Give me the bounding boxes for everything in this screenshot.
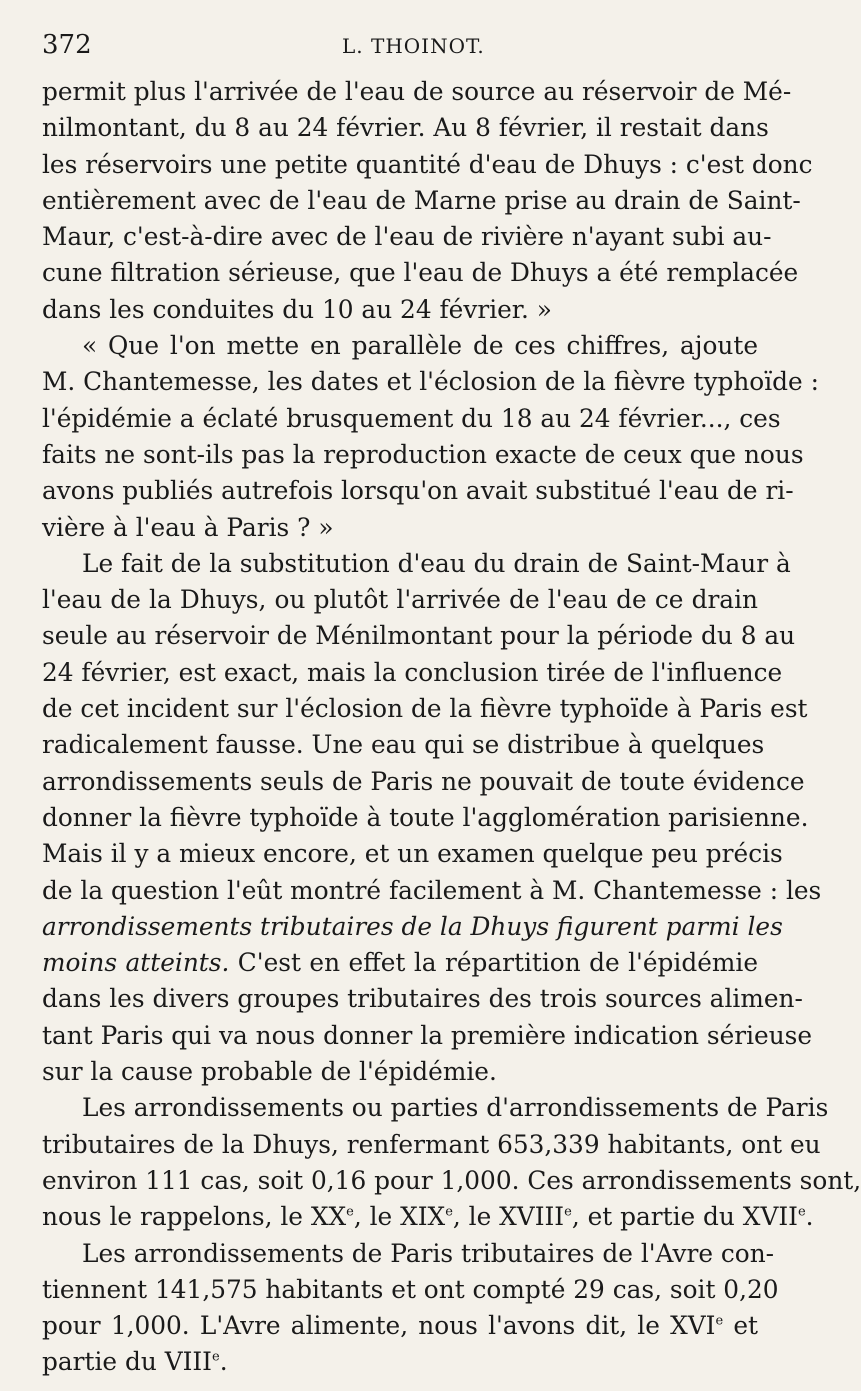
text-line: environ 111 cas, soit 0,16 pour 1,000. Ces arrondissements sont,: [42, 1165, 861, 1195]
superscript: e: [797, 1204, 806, 1220]
text-span: partie du VIII: [42, 1347, 212, 1377]
page-number: 372: [42, 30, 92, 60]
text-line: dans les conduites du 10 au 24 février. »: [42, 294, 552, 324]
superscript: e: [715, 1313, 724, 1329]
superscript: e: [564, 1204, 572, 1220]
text-line: 24 février, est exact, mais la conclusion tirée de l'influence: [42, 657, 783, 687]
text-line: les réservoirs une petite quantité d'eau de Dhuys : c'est donc: [42, 149, 813, 179]
text-span: C'est en effet la répartition de l'épidémie: [229, 948, 759, 978]
text-line: cune filtration sérieuse, que l'eau de Dhuys a été remplacée: [42, 258, 799, 288]
text-line: permit plus l'arrivée de l'eau de source au réservoir de Mé-: [42, 77, 792, 106]
text-line: seule au réservoir de Ménilmontant pour la période du 8 au: [42, 621, 796, 651]
text-line: [42, 945, 758, 981]
text-line: [42, 1308, 758, 1344]
text-line: entièrement avec de l'eau de Marne prise au drain de Saint-: [42, 185, 801, 215]
italic-text: moins atteints.: [42, 948, 230, 978]
text-line: arrondissements seuls de Paris ne pouvait de toute évidence: [42, 766, 805, 796]
text-line: Maur, c'est-à-dire avec de l'eau de rivière n'ayant subi au-: [42, 222, 772, 252]
text-line: radicalement fausse. Une eau qui se distribue à quelques: [42, 730, 765, 760]
text-line: de cet incident sur l'éclosion de la fièvre typhoïde à Paris est: [42, 694, 808, 724]
page-header: [42, 30, 760, 70]
text-line: tributaires de la Dhuys, renfermant 653,339 habitants, ont eu: [42, 1129, 821, 1159]
text-line: Mais il y a mieux encore, et un examen quelque peu précis: [42, 839, 783, 869]
text-span: , et partie du XVII: [571, 1202, 798, 1232]
italic-text: arrondissements tributaires de la Dhuys figurent parmi les: [42, 911, 783, 941]
superscript: e: [211, 1350, 220, 1366]
superscript: e: [445, 1204, 453, 1220]
body-text: [42, 74, 861, 1381]
text-line: M. Chantemesse, les dates et l'éclosion de la fièvre typhoïde :: [42, 367, 819, 397]
text-line: Les arrondissements de Paris tributaires de l'Avre con-: [82, 1238, 775, 1268]
text-span: pour 1,000. L'Avre alimente, nous l'avons dit, le XVI: [42, 1311, 716, 1341]
text-line: Le fait de la substitution d'eau du drain de Saint-Maur à: [82, 548, 791, 578]
text-line: l'eau de la Dhuys, ou plutôt l'arrivée de l'eau de ce drain: [42, 585, 758, 615]
text-span: , le XIX: [353, 1202, 446, 1232]
text-span: .: [805, 1202, 814, 1232]
text-span: nous le rappelons, le XX: [42, 1202, 347, 1232]
text-line: « Que l'on mette en parallèle de ces chiffres, ajoute: [82, 331, 758, 361]
text-line: nilmontant, du 8 au 24 février. Au 8 février, il restait dans: [42, 113, 769, 143]
text-line: sur la cause probable de l'épidémie.: [42, 1057, 497, 1087]
text-span: , le XVIII: [452, 1202, 565, 1232]
text-line: tant Paris qui va nous donner la première indication sérieuse: [42, 1020, 813, 1050]
text-span: .: [219, 1347, 228, 1377]
superscript: e: [346, 1204, 354, 1220]
text-line: donner la fièvre typhoïde à toute l'agglomération parisienne.: [42, 802, 809, 832]
text-line: tiennent 141,575 habitants et ont compté 29 cas, soit 0,20: [42, 1274, 779, 1304]
text-span: et: [723, 1311, 758, 1341]
running-head: L. THOINOT.: [342, 34, 485, 58]
text-line: vière à l'eau à Paris ? »: [42, 512, 334, 542]
text-line: Les arrondissements ou parties d'arrondissements de Paris: [82, 1093, 829, 1123]
text-line: faits ne sont-ils pas la reproduction exacte de ceux que nous: [42, 439, 804, 469]
text-line: [42, 1344, 758, 1380]
text-line: l'épidémie a éclaté brusquement du 18 au 24 février..., ces: [42, 403, 781, 433]
text-line: avons publiés autrefois lorsqu'on avait substitué l'eau de ri-: [42, 476, 794, 506]
text-line: [42, 909, 783, 945]
text-line: de la question l'eût montré facilement à M. Chantemesse : les: [42, 875, 822, 905]
text-line: dans les divers groupes tributaires des trois sources alimen-: [42, 984, 803, 1014]
text-line: [42, 1199, 814, 1235]
